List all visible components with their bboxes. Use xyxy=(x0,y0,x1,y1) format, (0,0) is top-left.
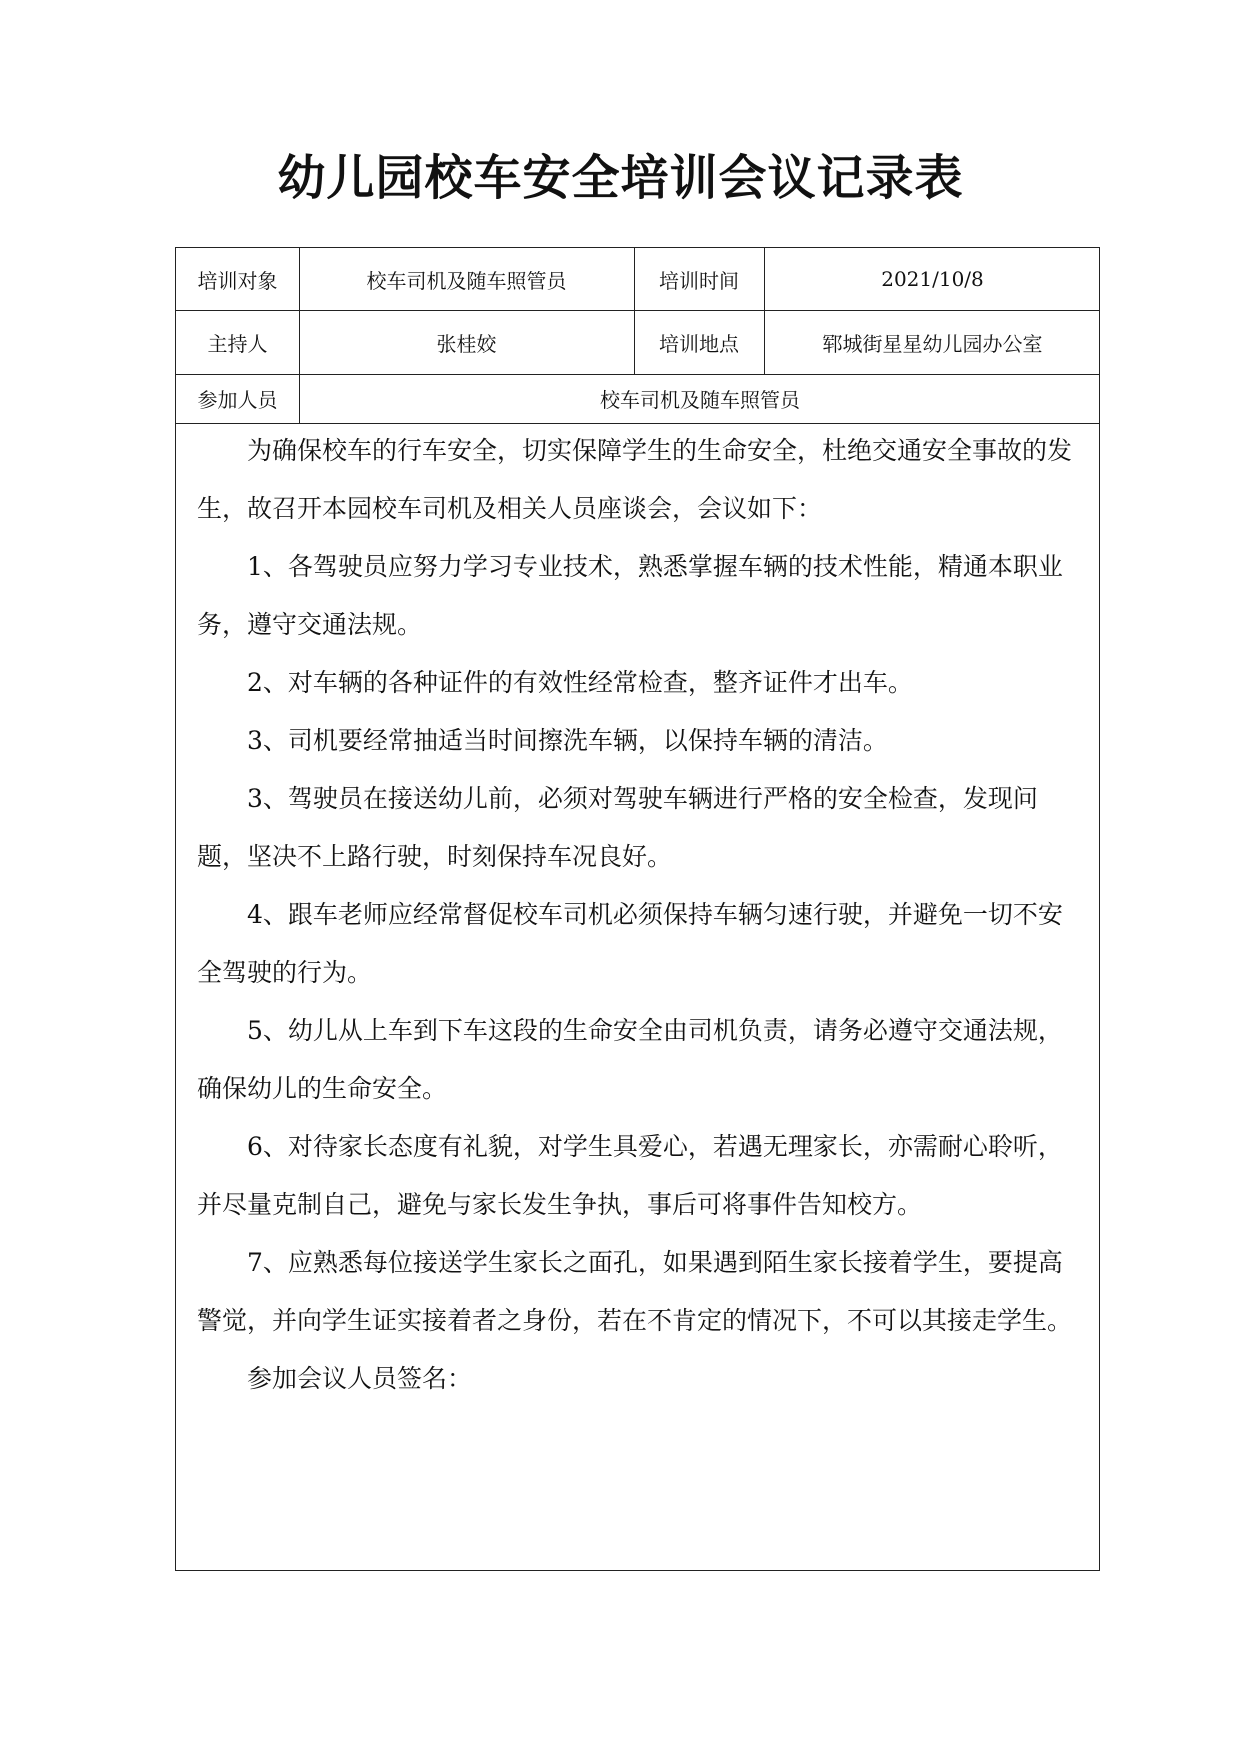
item-paragraph: 2、对车辆的各种证件的有效性经常检查，整齐证件才出车。 xyxy=(247,668,913,697)
item-paragraph: 4、跟车老师应经常督促校车司机必须保持车辆匀速行驶，并避免一切不安全驾驶的行为。 xyxy=(197,900,1063,987)
training-target-value: 校车司机及随车照管员 xyxy=(366,268,567,293)
participants-label: 参加人员 xyxy=(197,388,278,412)
training-time-value: 2021/10/8 xyxy=(881,267,984,291)
host-label: 主持人 xyxy=(207,331,268,356)
participants-value: 校车司机及随车照管员 xyxy=(600,388,800,412)
training-time-label: 培训时间 xyxy=(659,268,739,293)
signature-label: 参加会议人员签名： xyxy=(247,1364,473,1393)
document-title: 幼儿园校车安全培训会议记录表 xyxy=(277,150,964,206)
item-paragraph: 7、应熟悉每位接送学生家长之面孔，如果遇到陌生家长接着学生，要提高警觉，并向学生证实接着者之身份，若在不肯定的情况下，不可以其接走学生。 xyxy=(197,1248,1073,1335)
training-location-value: 郓城街星星幼儿园办公室 xyxy=(822,331,1043,356)
host-value: 张桂姣 xyxy=(436,331,497,356)
meeting-record-form xyxy=(175,247,1100,1571)
item-paragraph: 1、各驾驶员应努力学习专业技术，熟悉掌握车辆的技术性能，精通本职业务，遵守交通法规。 xyxy=(197,552,1063,639)
item-paragraph: 5、幼儿从上车到下车这段的生命安全由司机负责，请务必遵守交通法规，确保幼儿的生命安全。 xyxy=(197,1016,1063,1103)
meeting-content xyxy=(197,422,1077,1408)
item-paragraph: 3、驾驶员在接送幼儿前，必须对驾驶车辆进行严格的安全检查，发现问题，坚决不上路行驶，时刻保持车况良好。 xyxy=(197,784,1038,871)
item-paragraph: 6、对待家长态度有礼貌，对学生具爱心，若遇无理家长，亦需耐心聆听，并尽量克制自己，避免与家长发生争执，事后可将事件告知校方。 xyxy=(197,1132,1063,1219)
training-location-label: 培训地点 xyxy=(659,331,739,356)
intro-paragraph: 为确保校车的行车安全，切实保障学生的生命安全，杜绝交通安全事故的发生，故召开本园校车司机及相关人员座谈会，会议如下： xyxy=(197,436,1073,523)
item-paragraph: 3、司机要经常抽适当时间擦洗车辆，以保持车辆的清洁。 xyxy=(247,726,888,755)
training-target-label: 培训对象 xyxy=(197,268,278,293)
